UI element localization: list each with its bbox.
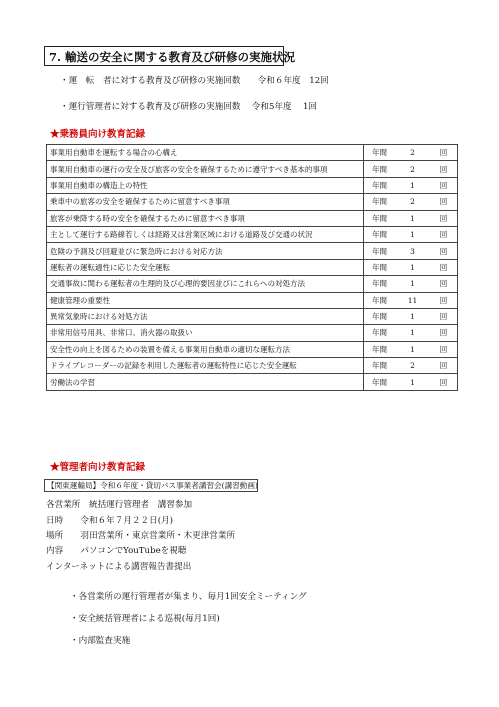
- record-title: 非常用信号用具、非常口、消火器の取扱い: [47, 325, 364, 341]
- record-title: 危険の予測及び回避並びに緊急時における対応方法: [47, 243, 364, 259]
- record-unit: 年間: [364, 374, 395, 390]
- record-suffix: 回: [430, 308, 457, 324]
- table-row: [47, 177, 458, 193]
- record-unit: 年間: [364, 325, 395, 341]
- record-count: 1: [395, 276, 430, 292]
- record-count: 1: [395, 210, 430, 226]
- record-title: 事業用自動車の運行の安全及び旅客の安全を確保するために遵守すべき基本的事項: [47, 161, 364, 177]
- record-unit: 年間: [364, 194, 395, 210]
- record-unit: 年間: [364, 259, 395, 275]
- record-count: 1: [395, 325, 430, 341]
- record-title: 健康管理の重要性: [47, 292, 364, 308]
- table-row: [47, 308, 458, 324]
- table-row: [47, 210, 458, 226]
- crew-records-table: [46, 144, 458, 391]
- record-suffix: 回: [430, 341, 457, 357]
- record-title: 労働法の学習: [47, 374, 364, 390]
- record-count: 2: [395, 161, 430, 177]
- manager-content: 内容 パソコンでYouTubeを視聴: [46, 546, 187, 556]
- table-row: [47, 276, 458, 292]
- record-count: 3: [395, 243, 430, 259]
- record-unit: 年間: [364, 161, 395, 177]
- table-row: [47, 259, 458, 275]
- manager-date: 日時 令和６年７月２２日(月): [46, 516, 174, 526]
- record-title: 運転者の運転適性に応じた安全運転: [47, 259, 364, 275]
- record-count: 2: [395, 358, 430, 374]
- record-suffix: 回: [430, 226, 457, 242]
- section-title: 7. 輸送の安全に関する教育及び研修の実施状況: [44, 46, 284, 66]
- table-row: [47, 292, 458, 308]
- record-unit: 年間: [364, 145, 395, 161]
- record-unit: 年間: [364, 276, 395, 292]
- record-title: 異常気象時における対処方法: [47, 308, 364, 324]
- record-count: 2: [395, 145, 430, 161]
- record-suffix: 回: [430, 276, 457, 292]
- activity-item: ・各営業所の運行管理者が集まり、毎月1回安全ミーティング: [70, 592, 307, 602]
- record-suffix: 回: [430, 177, 457, 193]
- record-title: 主として運行する路線若しくは経路又は営業区域における道路及び交通の状況: [47, 226, 364, 242]
- activity-item: ・内部監査実施: [70, 636, 131, 646]
- record-count: 1: [395, 308, 430, 324]
- manager-participation: 各営業所 統括運行管理者 講習参加: [46, 500, 193, 510]
- table-row: [47, 374, 458, 390]
- record-title: 旅客が乗降する時の安全を確保するために留意すべき事項: [47, 210, 364, 226]
- record-title: 事業用自動車を運転する場合の心構え: [47, 145, 364, 161]
- table-row: [47, 145, 458, 161]
- record-suffix: 回: [430, 161, 457, 177]
- crew-section-heading: ★乗務員向け教育記録: [50, 129, 146, 140]
- driver-training-summary: ・運 転 者に対する教育及び研修の実施回数 令和６年度 12回: [60, 76, 329, 86]
- record-unit: 年間: [364, 341, 395, 357]
- table-row: [47, 226, 458, 242]
- manager-place: 場所 羽田営業所・東京営業所・木更津営業所: [46, 531, 236, 541]
- activity-item: ・安全統括管理者による巡視(毎月1回): [70, 614, 220, 624]
- record-suffix: 回: [430, 292, 457, 308]
- table-row: [47, 161, 458, 177]
- manager-section-heading: ★管理者向け教育記録: [50, 462, 146, 473]
- record-suffix: 回: [430, 358, 457, 374]
- record-count: 1: [395, 374, 430, 390]
- record-count: 1: [395, 341, 430, 357]
- manager-training-box: 【関東運輸局】令和６年度・貸切バス事業者講習会(講習動画): [44, 479, 258, 492]
- record-count: 1: [395, 177, 430, 193]
- record-suffix: 回: [430, 374, 457, 390]
- record-suffix: 回: [430, 259, 457, 275]
- manager-training-summary: ・運行管理者に対する教育及び研修の実施回数 令和5年度 1回: [60, 102, 318, 112]
- record-suffix: 回: [430, 325, 457, 341]
- table-row: [47, 194, 458, 210]
- record-count: 2: [395, 194, 430, 210]
- record-title: 交通事故に関わる運転者の生理的及び心理的要因並びにこれらへの対処方法: [47, 276, 364, 292]
- record-unit: 年間: [364, 226, 395, 242]
- record-title: 事業用自動車の構造上の特性: [47, 177, 364, 193]
- record-count: 1: [395, 259, 430, 275]
- manager-report: インターネットによる講習報告書提出: [46, 562, 192, 572]
- record-unit: 年間: [364, 243, 395, 259]
- record-title: ドライブレコーダーの記録を利用した運転者の運転特性に応じた安全運転: [47, 358, 364, 374]
- record-count: 1: [395, 226, 430, 242]
- record-suffix: 回: [430, 145, 457, 161]
- record-unit: 年間: [364, 308, 395, 324]
- record-suffix: 回: [430, 243, 457, 259]
- record-suffix: 回: [430, 210, 457, 226]
- record-unit: 年間: [364, 358, 395, 374]
- record-unit: 年間: [364, 292, 395, 308]
- table-row: [47, 358, 458, 374]
- record-unit: 年間: [364, 210, 395, 226]
- table-row: [47, 325, 458, 341]
- table-row: [47, 243, 458, 259]
- table-row: [47, 341, 458, 357]
- record-suffix: 回: [430, 194, 457, 210]
- record-unit: 年間: [364, 177, 395, 193]
- record-count: 11: [395, 292, 430, 308]
- record-title: 乗車中の旅客の安全を確保するために留意すべき事項: [47, 194, 364, 210]
- record-title: 安全性の向上を図るための装置を備える事業用自動車の適切な運転方法: [47, 341, 364, 357]
